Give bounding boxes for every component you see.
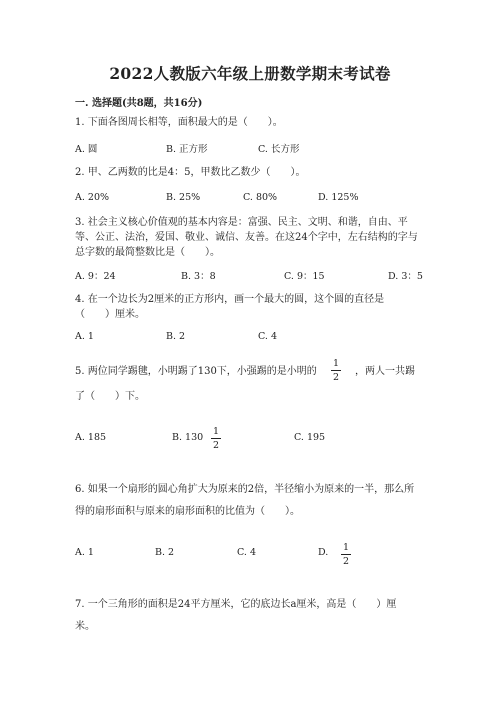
- q6-option-d-numerator: 1: [342, 542, 350, 553]
- q4-option-b: B. 2: [166, 331, 186, 342]
- page-title: 2022人教版六年级上册数学期末考试卷: [109, 64, 391, 83]
- question-4-line-1: 4. 在一个边长为2厘米的正方形内，画一个最大的圆，这个圆的直径是: [75, 294, 385, 305]
- q2-option-a: A. 20%: [75, 192, 110, 203]
- q5-option-b-fraction: [210, 426, 222, 451]
- question-3-line-2: 等、公正、法治，爱国、敬业、诚信、友善。在这24个字中，左右结构的字与: [75, 232, 418, 243]
- q3-option-c: C. 9：15: [284, 271, 325, 282]
- q3-option-b: B. 3：8: [181, 271, 216, 282]
- q1-option-b: B. 正方形: [166, 144, 208, 155]
- question-1: 1. 下面各图周长相等，面积最大的是（ ）。: [75, 117, 283, 128]
- question-4-line-2: （ ）厘米。: [75, 309, 145, 320]
- q6-option-d-denominator: 2: [342, 556, 350, 567]
- q6-option-a: A. 1: [75, 547, 94, 558]
- q4-option-a: A. 1: [75, 331, 94, 342]
- question-2: 2. 甲、乙两数的比是4：5，甲数比乙数少（ ）。: [75, 167, 306, 178]
- q6-option-c: C. 4: [237, 547, 257, 558]
- q6-option-d-fraction: [340, 542, 352, 567]
- question-7-line-1: 7. 一个三角形的面积是24平方厘米，它的底边长a厘米，高是（ ）厘: [75, 599, 397, 610]
- q1-option-c: C. 长方形: [258, 144, 300, 155]
- q3-option-d: D. 3：5: [388, 271, 423, 282]
- question-7-line-2: 米。: [75, 621, 95, 632]
- question-3-line-3: 总字数的最简整数比是（ ）。: [75, 247, 220, 258]
- q2-option-d: D. 125%: [318, 192, 359, 203]
- section-heading: 一. 选择题(共8题，共16分): [75, 98, 203, 109]
- q5-fraction-denominator: 2: [332, 372, 340, 383]
- q3-option-a: A. 9：24: [75, 271, 116, 282]
- q5-fraction: [330, 358, 342, 383]
- q6-option-b: B. 2: [155, 547, 175, 558]
- q5-fraction-numerator: 1: [332, 358, 340, 369]
- q5-option-c: C. 195: [294, 432, 326, 443]
- question-3-line-1: 3. 社会主义核心价值观的基本内容是：富强、民主、文明、和谐，自由、平: [75, 217, 408, 228]
- question-6-line-1: 6. 如果一个扇形的圆心角扩大为原来的2倍，半径缩小为原来的一半，那么所: [75, 484, 415, 495]
- q5-option-a: A. 185: [75, 432, 107, 443]
- q2-option-c: C. 80%: [243, 192, 278, 203]
- q4-option-c: C. 4: [258, 331, 278, 342]
- q6-option-d: D.: [318, 547, 329, 558]
- q5-option-b-denominator: 2: [212, 440, 220, 451]
- q2-option-b: B. 25%: [166, 192, 201, 203]
- question-5-line-1-tail: ，两人一共踢: [355, 366, 415, 377]
- q1-option-a: A. 圆: [75, 144, 98, 155]
- question-5-line-2: 了（ ）下。: [75, 391, 145, 402]
- question-6-line-2: 得的扇形面积与原来的扇形面积的比值为（ ）。: [75, 506, 300, 517]
- question-5-line-1: 5. 两位同学踢毽，小明踢了130下，小强踢的是小明的: [75, 366, 317, 377]
- q5-option-b: B. 130: [172, 432, 204, 443]
- q5-option-b-numerator: 1: [212, 426, 220, 437]
